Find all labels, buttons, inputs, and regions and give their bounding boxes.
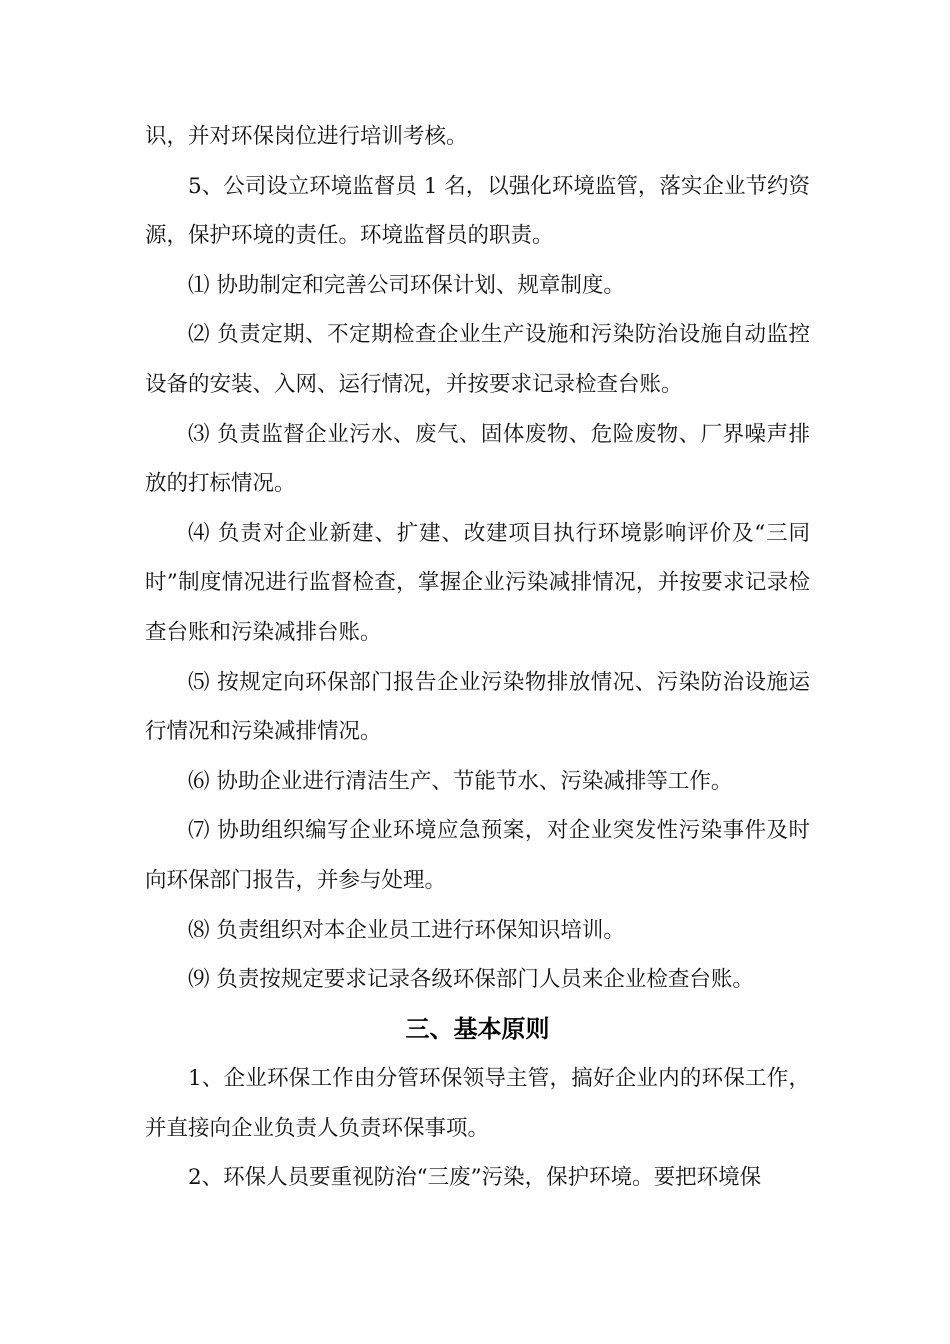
duty-item-2: ⑵ 负责定期、不定期检查企业生产设施和污染防治设施自动监控设备的安装、入网、运行情况，并按要求记录检查台账。	[145, 322, 810, 397]
duty-item-5: ⑸ 按规定向环保部门报告企业污染物排放情况、污染防治设施运行情况和污染减排情况。	[145, 669, 810, 745]
duty-item-4: ⑷ 负责对企业新建、扩建、改建项目执行环境影响评价及“三同时”制度情况进行监督检查，掌握企业污染减排情况，并按要求记录检查台账和污染减排台账。	[145, 520, 810, 645]
duty-item-8: ⑻ 负责组织对本企业员工进行环保知识培训。	[188, 917, 625, 943]
duty-item-7: ⑺ 协助组织编写企业环境应急预案，对企业突发性污染事件及时向环保部门报告，并参与处理。	[145, 818, 810, 893]
duty-item-3: ⑶ 负责监督企业污水、废气、固体废物、危险废物、厂界噪声排放的打标情况。	[145, 421, 810, 497]
paragraph-item-5: 5、公司设立环境监督员 1 名，以强化环境监管，落实企业节约资源，保护环境的责任。环境监督员的职责。	[145, 173, 810, 249]
paragraph-continuation: 识，并对环保岗位进行培训考核。	[145, 124, 468, 149]
duty-item-1: ⑴ 协助制定和完善公司环保计划、规章制度。	[188, 272, 625, 298]
principle-item-1: 1、企业环保工作由分管环保领导主管，搞好企业内的环保工作，并直接向企业负责人负责环保事项。	[145, 1066, 810, 1141]
section-heading: 三、基本原则	[405, 1014, 550, 1043]
duty-item-6: ⑹ 协助企业进行清洁生产、节能节水、污染减排等工作。	[188, 768, 733, 794]
duty-item-9: ⑼ 负责按规定要求记录各级环保部门人员来企业检查台账。	[188, 967, 754, 993]
principle-item-2: 2、环保人员要重视防治“三废”污染，保护环境。要把环境保	[188, 1165, 762, 1191]
document-body	[145, 112, 810, 1203]
